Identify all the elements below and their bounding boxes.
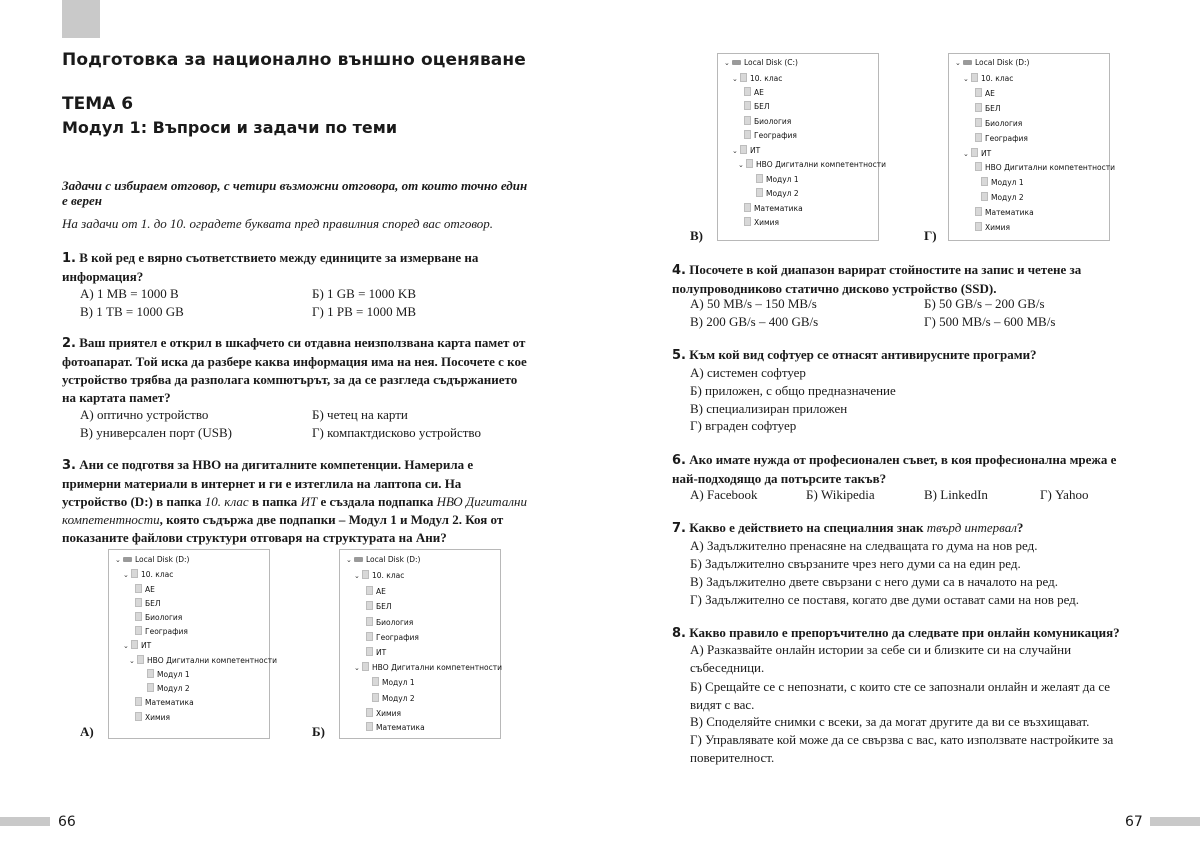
question-number: 5. (672, 348, 686, 363)
tree-node[interactable] (372, 693, 415, 703)
answer-option[interactable]: В) специализиран приложен (690, 401, 848, 416)
node-label: Модул 2 (382, 694, 415, 703)
answer-option[interactable]: В) 200 GB/s – 400 GB/s (690, 314, 819, 329)
node-label: БЕЛ (754, 102, 770, 111)
chevron-down-icon[interactable]: ⌄ (129, 657, 135, 665)
folder-icon (372, 693, 379, 702)
chevron-down-icon[interactable]: ⌄ (123, 571, 129, 579)
answer-option[interactable]: В) Задължително двете свързани с него думи са в началото на ред. (690, 574, 1058, 589)
question-5 (672, 346, 1140, 365)
option-label-g[interactable]: Г) (924, 228, 937, 243)
tree-node[interactable] (366, 586, 386, 596)
instructions-bold: Задачи с избираем отговор, с четири възможни отговора, от които точно един е верен (62, 178, 528, 208)
tree-node[interactable] (981, 177, 1024, 187)
folder-name: 10. клас (204, 494, 249, 509)
folder-icon (971, 148, 978, 157)
chevron-down-icon[interactable]: ⌄ (963, 150, 969, 158)
corner-marker (62, 0, 100, 38)
tree-node[interactable] (366, 708, 401, 718)
node-label: Математика (754, 204, 803, 213)
file-tree-a (108, 549, 277, 739)
tree-node[interactable] (129, 655, 277, 665)
chevron-down-icon[interactable]: ⌄ (346, 556, 352, 564)
instructions-italic: На задачи от 1. до 10. оградете буквата пред правилния според вас отговор. (62, 216, 494, 231)
folder-icon (147, 683, 154, 692)
node-label: АЕ (754, 88, 764, 97)
node-label: АЕ (376, 587, 386, 596)
tree-node[interactable] (366, 617, 413, 627)
node-label: Модул 1 (991, 178, 1024, 187)
node-label: 10. клас (981, 74, 1014, 83)
question-text: Посочете в кой диапазон варират стойностите на запис и четене за полупроводниково статично дисково устройство (SSD). (672, 262, 1082, 296)
chevron-down-icon[interactable]: ⌄ (123, 642, 129, 650)
tree-node[interactable] (975, 88, 995, 98)
node-label: БЕЛ (145, 599, 161, 608)
tree-node[interactable] (366, 647, 386, 657)
answer-option[interactable]: В) LinkedIn (924, 487, 988, 502)
tree-node[interactable] (955, 58, 1029, 68)
answer-option[interactable]: В) Споделяйте снимки с всеки, за да могат другите да ви се възхищават. (690, 714, 1090, 729)
question-3 (62, 456, 528, 547)
answer-option[interactable]: Г) Задължително се поставя, когато две думи остават сами на нов ред. (690, 592, 1080, 607)
question-text: е създала подпапка (317, 494, 437, 509)
tree-node[interactable] (975, 207, 1034, 217)
node-label: АЕ (985, 89, 995, 98)
folder-icon (975, 162, 982, 171)
answer-option[interactable]: Б) Задължително свързаните чрез него думи са на един ред. (690, 556, 1021, 571)
folder-icon (744, 116, 751, 125)
node-label: НВО Дигитални компетентности (985, 163, 1115, 172)
answer-option[interactable]: А) оптично устройство (80, 407, 209, 422)
tree-node[interactable] (732, 145, 760, 155)
disk-icon (963, 60, 972, 65)
answer-option[interactable]: А) системен софтуер (690, 365, 806, 380)
folder-icon (366, 647, 373, 656)
file-tree-g (948, 53, 1115, 241)
folder-icon (975, 118, 982, 127)
folder-icon (372, 677, 379, 686)
node-label: 10. клас (750, 74, 783, 83)
question-1 (62, 249, 528, 286)
folder-name: НВО Дигитални компетентности (62, 494, 527, 527)
tree-node[interactable] (744, 116, 791, 126)
folder-icon (975, 207, 982, 216)
tree-node[interactable] (135, 626, 188, 636)
tree-node[interactable] (744, 87, 764, 97)
tree-node[interactable] (354, 570, 404, 580)
node-label: ИТ (981, 149, 992, 158)
folder-icon (975, 103, 982, 112)
node-label: География (376, 633, 419, 642)
node-label: БЕЛ (985, 104, 1001, 113)
question-text: Ваш приятел е открил в шкафчето си отдавна неизползвана карта памет от фотоапарат. Той иска да разбере каква информация има на нея. Посочете с кое устройство трябва да разполага компютърът, за да се разгледа съдържанието на картата памет? (62, 335, 527, 405)
option-label-b[interactable]: Б) (312, 724, 325, 739)
node-label: Химия (376, 709, 402, 718)
question-number: 1. (62, 251, 76, 266)
theme-heading: ТЕМА 6 (62, 94, 134, 114)
answer-option[interactable]: А) 1 MB = 1000 B (80, 286, 179, 301)
file-tree-v (717, 53, 886, 241)
folder-icon (981, 177, 988, 186)
node-label: Модул 1 (382, 678, 415, 687)
folder-icon (744, 130, 751, 139)
tree-node[interactable] (123, 640, 151, 650)
chevron-down-icon[interactable]: ⌄ (963, 75, 969, 83)
tree-node[interactable] (963, 148, 991, 158)
node-label: АЕ (145, 585, 155, 594)
tree-node[interactable] (744, 203, 803, 213)
folder-icon (971, 73, 978, 82)
node-label: Модул 2 (157, 684, 190, 693)
node-label: Модул 1 (766, 175, 799, 184)
folder-icon (135, 598, 142, 607)
node-label: Local Disk (D:) (135, 555, 190, 564)
question-text: Към кой вид софтуер се отнасят антивирусните програми? (689, 347, 1037, 362)
folder-icon (740, 73, 747, 82)
answer-option[interactable]: Б) четец на карти (312, 407, 408, 422)
question-2 (62, 334, 528, 407)
answer-option[interactable]: Г) вграден софтуер (690, 418, 797, 433)
node-label: ИТ (141, 641, 152, 650)
question-7 (672, 519, 1140, 538)
tree-node[interactable] (963, 73, 1013, 83)
node-label: Local Disk (D:) (366, 555, 421, 564)
folder-icon (137, 655, 144, 664)
term: твърд интервал (926, 520, 1017, 535)
tree-node[interactable] (147, 683, 190, 693)
question-text: Какво правило е препоръчително да следвате при онлайн комуникация? (689, 625, 1120, 640)
question-number: 2. (62, 336, 76, 351)
node-label: География (754, 131, 797, 140)
folder-icon (135, 697, 142, 706)
folder-icon (756, 188, 763, 197)
tree-node[interactable] (756, 188, 799, 198)
tree-node[interactable] (366, 722, 425, 732)
node-label: Химия (754, 218, 780, 227)
folder-icon (744, 203, 751, 212)
answer-option[interactable]: Б) Wikipedia (806, 487, 875, 502)
page-number-left: 66 (58, 814, 76, 830)
chevron-down-icon[interactable]: ⌄ (724, 59, 730, 67)
disk-icon (123, 557, 132, 562)
module-heading: Модул 1: Въпроси и задачи по теми (62, 118, 398, 137)
tree-node[interactable] (135, 598, 161, 608)
disk-icon (732, 60, 741, 65)
tree-node[interactable] (123, 569, 173, 579)
question-number: 3. (62, 458, 76, 473)
tree-node[interactable] (724, 58, 798, 68)
question-4 (672, 261, 1140, 298)
folder-icon (744, 101, 751, 110)
question-text: в папка (248, 494, 301, 509)
chevron-down-icon[interactable]: ⌄ (732, 147, 738, 155)
answer-option[interactable]: Б) 1 GB = 1000 KB (312, 286, 416, 301)
answer-option[interactable]: В) универсален порт (USB) (80, 425, 232, 440)
node-label: Local Disk (D:) (975, 58, 1030, 67)
folder-icon (975, 88, 982, 97)
answer-option[interactable]: А) Facebook (690, 487, 758, 502)
folder-icon (756, 174, 763, 183)
tree-node[interactable] (744, 217, 779, 227)
tree-node[interactable] (135, 697, 194, 707)
folder-icon (366, 722, 373, 731)
tree-node[interactable] (135, 712, 170, 722)
tree-node[interactable] (744, 130, 797, 140)
tree-node[interactable] (354, 662, 502, 672)
answer-option[interactable]: Б) 50 GB/s – 200 GB/s (924, 296, 1045, 311)
folder-icon (366, 708, 373, 717)
tree-node[interactable] (981, 192, 1024, 202)
folder-icon (366, 601, 373, 610)
question-text: Какво е действието на специалния знак (689, 520, 927, 535)
question-text: В кой ред е вярно съответствието между единиците за измерване на информация? (62, 250, 479, 284)
question-6 (672, 451, 1140, 488)
folder-icon (981, 192, 988, 201)
tree-node[interactable] (366, 601, 392, 611)
node-label: Математика (145, 698, 194, 707)
question-number: 8. (672, 626, 686, 641)
folder-icon (131, 640, 138, 649)
answer-option[interactable]: Г) Yahoo (1040, 487, 1089, 502)
node-label: Модул 1 (157, 670, 190, 679)
tree-node[interactable] (147, 669, 190, 679)
page-title: Подготовка за национално външно оценяване (62, 50, 526, 70)
page-number-right: 67 (1125, 814, 1143, 830)
question-text: Ако имате нужда от професионален съвет, в коя професионална мрежа е най-подходящо да потърсите такъв? (672, 452, 1117, 486)
node-label: Биология (376, 618, 414, 627)
folder-icon (135, 626, 142, 635)
question-number: 4. (672, 263, 686, 278)
tree-node[interactable] (756, 174, 799, 184)
node-label: Математика (985, 208, 1034, 217)
folder-icon (362, 570, 369, 579)
file-tree-b (339, 549, 501, 739)
chevron-down-icon[interactable]: ⌄ (732, 75, 738, 83)
tree-node[interactable] (975, 162, 1115, 172)
node-label: НВО Дигитални компетентности (147, 656, 277, 665)
disk-icon (354, 557, 363, 562)
node-label: БЕЛ (376, 602, 392, 611)
tree-node[interactable] (372, 677, 415, 687)
node-label: 10. клас (372, 571, 405, 580)
node-label: ИТ (376, 648, 387, 657)
folder-icon (135, 712, 142, 721)
answer-option[interactable]: Г) 1 PB = 1000 MB (312, 304, 417, 319)
question-text: ? (1016, 520, 1024, 535)
answer-option[interactable]: Г) Управлявате кой може да се свързва с вас, като използвате настройките за поверителност. (690, 732, 1114, 765)
node-label: Математика (376, 723, 425, 732)
folder-icon (366, 632, 373, 641)
tree-node[interactable] (975, 118, 1022, 128)
chevron-down-icon[interactable]: ⌄ (354, 664, 360, 672)
folder-icon (366, 586, 373, 595)
chevron-down-icon[interactable]: ⌄ (115, 556, 121, 564)
answer-option[interactable]: А) Разказвайте онлайн истории за себе си и близките си на случайни събеседници. (690, 642, 1072, 675)
node-label: Химия (985, 223, 1011, 232)
folder-icon (131, 569, 138, 578)
tree-node[interactable] (135, 584, 155, 594)
folder-icon (744, 87, 751, 96)
answer-option[interactable]: Б) Срещайте се с непознати, с които сте се запознали онлайн и желаят да се видят с вас. (690, 679, 1111, 712)
answer-option[interactable]: Б) приложен, с общо предназначение (690, 383, 896, 398)
folder-icon (366, 617, 373, 626)
answer-option[interactable]: А) Задължително пренасяне на следващата го дума на нов ред. (690, 538, 1038, 553)
question-number: 7. (672, 521, 686, 536)
tree-node[interactable] (346, 555, 420, 565)
tree-node[interactable] (366, 632, 419, 642)
answer-option[interactable]: Г) 500 MB/s – 600 MB/s (924, 314, 1056, 329)
folder-icon (147, 669, 154, 678)
tree-node[interactable] (975, 222, 1010, 232)
folder-name: ИТ (300, 494, 318, 509)
node-label: География (145, 627, 188, 636)
folder-icon (975, 133, 982, 142)
tree-node[interactable] (744, 101, 770, 111)
node-label: Биология (145, 613, 183, 622)
question-number: 6. (672, 453, 686, 468)
folder-icon (740, 145, 747, 154)
answer-option[interactable]: А) 50 MB/s – 150 MB/s (690, 296, 817, 311)
node-label: Модул 2 (766, 189, 799, 198)
tree-node[interactable] (975, 133, 1028, 143)
question-text: , която съдържа две подпапки – Модул 1 и Модул 2. Коя от показаните файлови структури отговаря на структурата на Ани? (62, 512, 504, 545)
answer-option[interactable]: Г) компактдисково устройство (312, 425, 481, 440)
node-label: НВО Дигитални компетентности (372, 663, 502, 672)
folder-icon (975, 222, 982, 231)
node-label: Биология (754, 117, 792, 126)
folder-icon (744, 217, 751, 226)
node-label: Биология (985, 119, 1023, 128)
folder-icon (135, 612, 142, 621)
tree-node[interactable] (115, 555, 189, 565)
node-label: ИТ (750, 146, 761, 155)
node-label: Local Disk (C:) (744, 58, 798, 67)
option-label-a[interactable]: А) (80, 724, 94, 739)
footer-bar (0, 817, 50, 826)
node-label: НВО Дигитални компетентности (756, 160, 886, 169)
folder-icon (362, 662, 369, 671)
folder-icon (746, 159, 753, 168)
tree-node[interactable] (738, 159, 886, 169)
chevron-down-icon[interactable]: ⌄ (955, 59, 961, 67)
node-label: Химия (145, 713, 171, 722)
folder-icon (135, 584, 142, 593)
tree-node[interactable] (732, 73, 782, 83)
node-label: 10. клас (141, 570, 174, 579)
tree-node[interactable] (135, 612, 182, 622)
question-text: Ани се подготвя за НВО на дигиталните компетенции. Намерила е примерни материали в интернет и ги е изтеглила на лаптопа си. На устройство (D:) в папка (62, 457, 474, 509)
chevron-down-icon[interactable]: ⌄ (738, 161, 744, 169)
node-label: Модул 2 (991, 193, 1024, 202)
footer-bar (1150, 817, 1200, 826)
chevron-down-icon[interactable]: ⌄ (354, 572, 360, 580)
answer-option[interactable]: В) 1 TB = 1000 GB (80, 304, 184, 319)
node-label: География (985, 134, 1028, 143)
tree-node[interactable] (975, 103, 1001, 113)
option-label-v[interactable]: В) (690, 228, 703, 243)
